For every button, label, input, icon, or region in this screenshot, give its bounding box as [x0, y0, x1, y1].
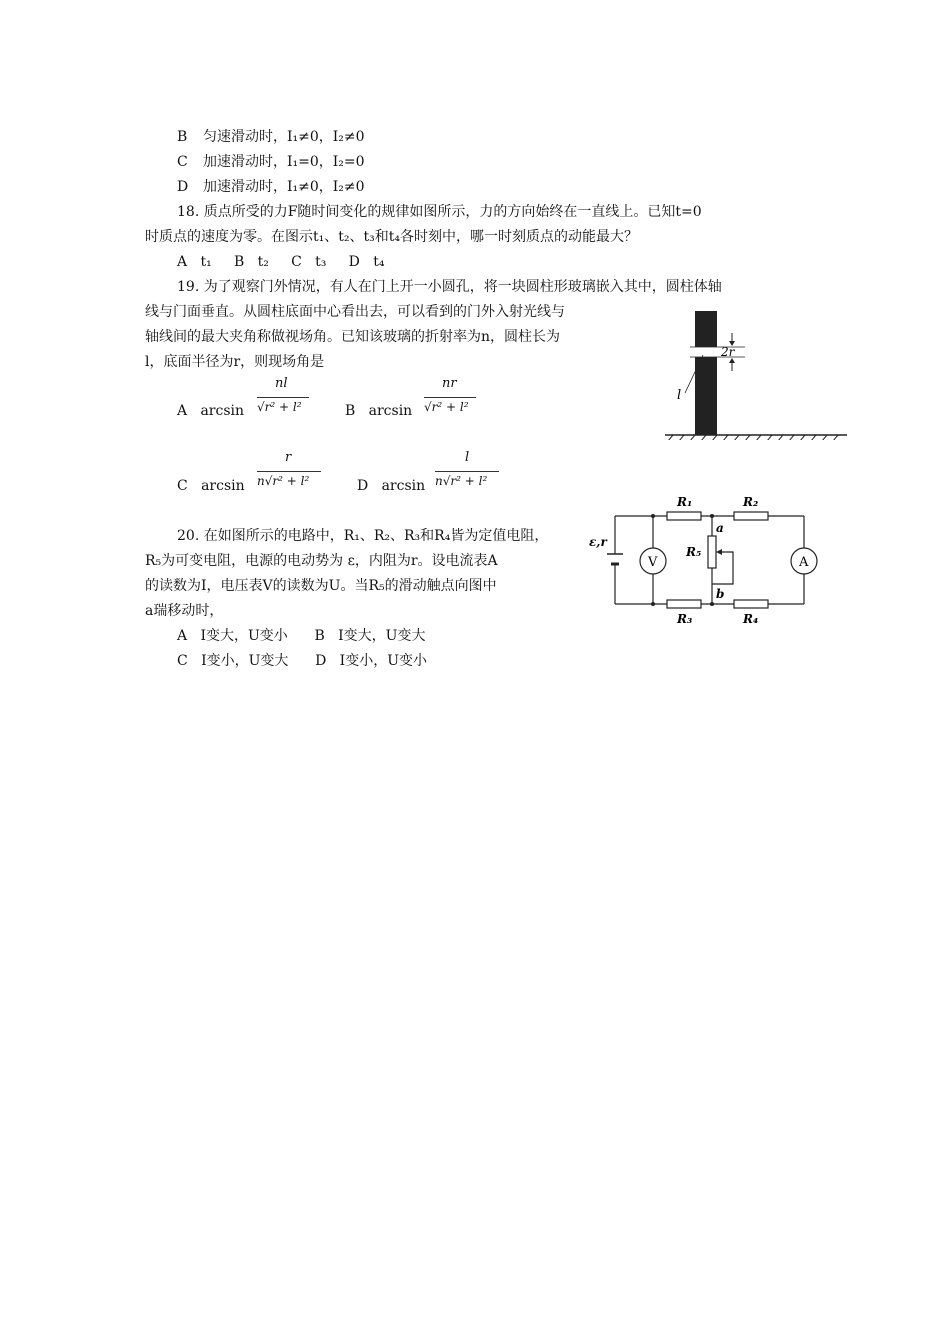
r5-slider-arrow — [716, 549, 722, 555]
label-l: l — [677, 388, 682, 403]
q18-line2: 时质点的速度为零。在图示t₁、t₂、t₃和t₄各时刻中，哪一时刻质点的动能最大？ — [145, 229, 638, 245]
q19-line1: 19. 为了观察门外情况，有人在门上开一小圆孔，将一块圆柱形玻璃嵌入其中，圆柱体轴 — [177, 279, 722, 295]
label-ammeter: A — [799, 555, 809, 570]
q19-line3: 轴线间的最大夹角称做视场角。已知该玻璃的折射率为n，圆柱长为 — [145, 329, 561, 345]
q20-line4: a瑞移动时， — [145, 603, 224, 619]
door-upper-part — [695, 311, 717, 347]
q19-option-b-bar — [424, 397, 476, 398]
q17-option-d — [177, 177, 365, 197]
q19-option-d-label: D arcsin — [357, 478, 426, 494]
resistor-r4 — [734, 600, 768, 608]
label-r2: R₂ — [743, 495, 759, 509]
q19-option-c-label: C arcsin — [177, 478, 245, 494]
q19-option-b-denominator: √r² + l² — [424, 400, 469, 414]
q19-option-c-fraction — [255, 450, 325, 496]
q19-option-c-bar — [257, 471, 321, 472]
q19-option-d-numerator: l — [465, 450, 470, 465]
q19-option-b-label: B arcsin — [345, 403, 413, 419]
q17-option-c — [177, 152, 365, 172]
q19-line4: l，底面半径为r，则现场角是 — [145, 354, 325, 370]
q19-option-c-numerator: r — [285, 450, 292, 465]
q18-line1: 18. 质点所受的力F随时间变化的规律如图所示，力的方向始终在一直线上。已知t=0 — [177, 204, 702, 220]
q19-option-b-fraction — [422, 376, 482, 422]
q17-option-d-text: 加速滑动时，I₁≠0，I₂≠0 — [203, 179, 365, 195]
q17-option-d-letter: D — [177, 179, 189, 195]
q20-options-row2: C I变小，U变大 D I变小，U变小 — [177, 653, 427, 669]
q17-option-b — [177, 127, 365, 147]
q19-option-a-numerator: nl — [275, 376, 288, 391]
q19-option-a-label: A arcsin — [177, 403, 245, 419]
q17-option-b-letter: B — [177, 129, 188, 145]
node-b-bottom — [710, 602, 714, 606]
door-lower-part — [695, 357, 717, 435]
label-voltmeter: V — [648, 555, 658, 570]
node-bottom-left — [651, 602, 655, 606]
q17-option-b-text: 匀速滑动时，I₁≠0，I₂≠0 — [203, 129, 365, 145]
q20-line1: 20. 在如图所示的电路中，R₁、R₂、R₃和R₄皆为定值电阻， — [177, 528, 549, 544]
q19-option-a-bar — [257, 397, 309, 398]
q19-option-d-fraction — [433, 450, 503, 496]
resistor-r2 — [734, 512, 768, 520]
q19-option-b-numerator: nr — [442, 376, 457, 391]
q19-line2: 线与门面垂直。从圆柱底面中心看出去，可以看到的门外入射光线与 — [145, 304, 565, 320]
label-r4: R₄ — [743, 612, 759, 626]
label-r1: R₁ — [677, 495, 693, 509]
q19-option-a-fraction — [255, 376, 315, 422]
q19-option-d-bar — [435, 471, 499, 472]
label-b: b — [716, 587, 725, 601]
q20-circuit-diagram — [585, 492, 825, 632]
label-2r: 2r — [721, 345, 735, 359]
q17-option-c-text: 加速滑动时，I₁=0，I₂=0 — [203, 154, 365, 170]
node-a-top — [710, 514, 714, 518]
q20-line2: R₅为可变电阻，电源的电动势为 ε，内阻为r。设电流表A — [145, 553, 498, 569]
label-a: a — [716, 521, 724, 535]
label-r5: R₅ — [686, 545, 702, 559]
q17-option-c-letter: C — [177, 154, 188, 170]
q19-option-d-denominator: n√r² + l² — [435, 474, 488, 488]
q20-options-row1: A I变大，U变小 B I变大，U变大 — [177, 628, 426, 644]
q20-line3: 的读数为I，电压表V的读数为U。当R₅的滑动触点向图中 — [145, 578, 497, 594]
node-top-left — [651, 514, 655, 518]
resistor-r3 — [667, 600, 701, 608]
q19-option-c-denominator: n√r² + l² — [257, 474, 310, 488]
q19-door-figure — [665, 305, 850, 440]
label-source: ε,r — [589, 535, 607, 549]
q19-option-a-denominator: √r² + l² — [257, 400, 302, 414]
resistor-r5 — [708, 536, 716, 568]
label-r3: R₃ — [677, 612, 693, 626]
q18-options: A t₁ B t₂ C t₃ D t₄ — [177, 254, 385, 270]
resistor-r1 — [667, 512, 701, 520]
